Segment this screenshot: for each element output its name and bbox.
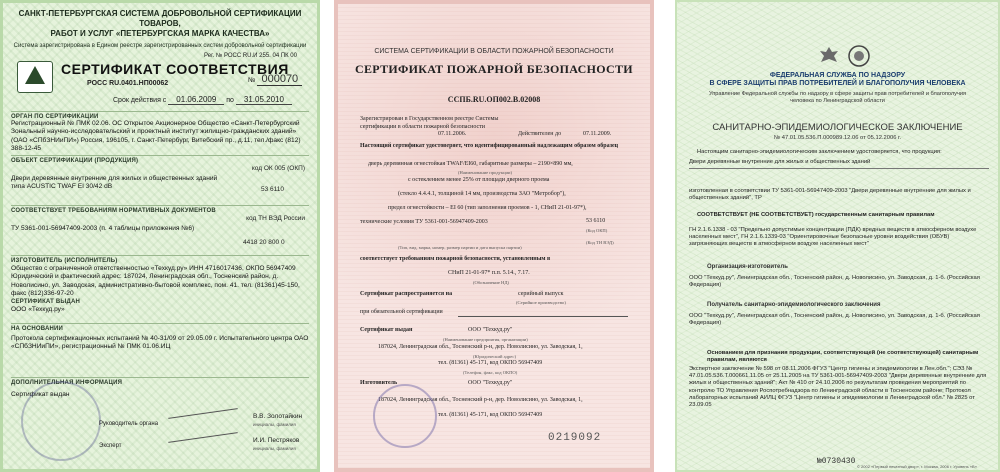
cert3-rules: ГН 2.1.6.1338 - 03 "Предельно допустимые концентрации (ПДК) вредных веществ в атмосферном воздухе населенных мест", ГН 2.1.6.1339-03 "Ориентировочные безопасные уровни воздействия (ОБУВ) загрязняющих веществ в атмосферном воздухе населенных мест" [689, 227, 977, 248]
cert1-expert-name: И.И. Пестряков [253, 437, 300, 444]
cert2-system: СИСТЕМА СЕРТИФИКАЦИИ В ОБЛАСТИ ПОЖАРНОЙ БЕЗОПАСНОСТИ [374, 48, 614, 55]
cert1-norms-label: СООТВЕТСТВУЕТ ТРЕБОВАНИЯМ НОРМАТИВНЫХ ДОКУМЕНТОВ [11, 205, 309, 214]
cert1-reg-number: РОСС RU.0401.НП00062 [87, 80, 169, 87]
cert3-made-by: изготовленная в соответствии ТУ 5361-001-56947409-2003 "Двери деревянные внутренние для жилых и общественных зданий", ТР [689, 188, 971, 202]
cert1-head-signature [168, 408, 237, 419]
cert2-when-label: при обязательной сертификации [360, 309, 443, 315]
cert2-registered-date: 07.11.2006. [438, 131, 467, 137]
cert3-footer: © 2002 «Первый печатный двор», г. Москва, 2006 г. Уровень «В» [857, 464, 977, 469]
cert3-agency-line2: В СФЕРЕ ЗАЩИТЫ ПРАВ ПОТРЕБИТЕЛЕЙ И БЛАГОПОЛУЧИЯ ЧЕЛОВЕКА [709, 80, 966, 87]
cert1-basis-label: НА ОСНОВАНИИ [11, 323, 309, 332]
cert1-organ-text: Регистрационный № ПМК 02.06. ОС Открытое Акционерное Общество «Санкт-Петербургский Зональный научно-исследовательский и проектный институт жилищно-гражданских зданий» (ОАО «СПбЗНИиПИ») Россия, 196105, г. Санкт-Петербург, Витебский пр., д.11, тел./факс (812) 388-12-45 [11, 120, 301, 153]
cert2-okp: 53 6110 [586, 218, 606, 224]
cert2-issued-to: ООО "Техкуд.ру" [468, 327, 513, 333]
cert3-maker-label: Организация-изготовитель [707, 264, 788, 270]
cert2-maker-phone: тел. (81361) 45-171, код ОКПО 56947409 [438, 412, 543, 418]
cert3-maker: ООО "Техкуд.ру", Ленинградская обл., Тосненский район, д. Новолисино, ул. Заводская, д. 1-б. (Российская Федерация) [689, 275, 980, 289]
cert1-organ-label: ОРГАН ПО СЕРТИФИКАЦИИ [11, 111, 309, 120]
cert1-maker-text: Общество с ограниченной ответственностью «Техкуд.ру» ИНН 4716017436, ОКПО 56947409 Юридический и фактический адрес: 187024, Ленинградская обл., Тосненский район, д. Новолисино, ул. Заводская, административно-бытовой комплекс, пом. 41. тел. (81361)45-150, факс (812)336-97-20 [11, 265, 300, 298]
cert2-product-text: дверь деревянная огнестойкая TWAF/EI60, габаритные размеры – 2190×890 мм, [368, 161, 573, 167]
cert2-glass: (стекло 4.4.4.1, толщиной 14 мм, производства ЗАО "Метробор"), [398, 191, 566, 197]
cert3-recipient: ООО "Техкуд.ру", Ленинградская обл., Тосненский район, д. Новолисино, ул. Заводская, д. 1-б. (Российская Федерация) [689, 313, 980, 327]
cert2-extends-caption: (Серийное производство) [516, 300, 566, 305]
cert1-official-stamp [21, 381, 101, 461]
cert1-okp-label: код ОК 005 (ОКП) [251, 165, 305, 172]
cert3-conforms: СООТВЕТСТВУЕТ (НЕ СООТВЕТСТВУЕТ) государственным санитарным правилам [697, 212, 935, 218]
cert1-number: 000070 [257, 73, 302, 86]
cert2-maker-address: 187024, Ленинградская обл., Тосненский р-н, дер. Новолисино, ул. Заводская, 1, [378, 397, 583, 403]
cert3-agency-line1: ФЕДЕРАЛЬНАЯ СЛУЖБА ПО НАДЗОРУ [769, 72, 906, 79]
cert1-valid-to: 31.05.2010 [236, 95, 292, 105]
cert1-header-line2: РАБОТ И УСЛУГ «ПЕТЕРБУРГСКАЯ МАРКА КАЧЕСТВА» [50, 29, 270, 38]
cert2-phone-caption: (Телефон, факс, код ОКПО) [463, 370, 518, 375]
cert2-valid-until: 07.11.2009. [583, 131, 612, 137]
cert2-extends-value: серийный выпуск [518, 291, 564, 297]
cert2-serial: ССПБ.RU.ОП002.В.02008 [447, 95, 541, 104]
cert1-expert-caption: инициалы, фамилия [253, 446, 296, 451]
cert2-limit: предел огнестойкости – EI 60 (тип заполнения проемов - 1, СНиП 21-01-97*), [388, 205, 587, 211]
cert1-expert-label: Эксперт [99, 443, 122, 449]
cert2-conform: соответствует требованиям пожарной безопасности, установленным в [360, 256, 551, 262]
cert2-okp-caption: (Код ОКП) [586, 228, 608, 233]
cert1-norms-text: ТУ 5361-001-56947409-2003 (п. 4 таблицы приложения №6) [11, 225, 195, 232]
cert3-product-line [689, 168, 989, 169]
cert2-phone: тел. (81361) 45-171, код ОКПО 56947409 [438, 360, 543, 366]
cert1-header-small: Система зарегистрирована в Едином реестре зарегистрированных систем добровольной сертификации [13, 43, 307, 49]
certificate-of-conformity [0, 0, 320, 472]
cert1-title: СЕРТИФИКАТ СООТВЕТСТВИЯ [61, 61, 289, 77]
cert1-issued-label: СЕРТИФИКАТ ВЫДАН [11, 299, 81, 305]
cert1-maker-label: ИЗГОТОВИТЕЛЬ (ИСПОЛНИТЕЛЬ) [11, 255, 309, 264]
cert2-glazing: с остеклением менее 25% от площади дверного проема [408, 177, 550, 183]
cert1-expert-signature [168, 432, 237, 443]
cert3-department: Управление Федеральной службы по надзору в сфере защиты прав потребителей и благополучия человека по Ленинградской области [708, 91, 967, 104]
cert1-object-text: Двери деревянные внутренние для жилых и общественных зданий типа ACUSTIC TWAF EI 30/42 dB [11, 175, 218, 191]
cert2-extends-label: Сертификат распространяется на [360, 291, 453, 297]
cert3-basis-label: Основанием для признания продукции, соответствующей (не соответствующей) санитарным правилам, являются [707, 350, 979, 364]
sanitary-epidemiological-conclusion [675, 0, 1000, 472]
cert2-maker-label: Изготовитель [360, 380, 398, 386]
cert1-validity-to: по [226, 97, 234, 104]
cert2-snip-caption: (Обозначение НД) [473, 280, 510, 285]
cert1-valid-from: 01.06.2009 [168, 95, 224, 105]
cert1-extra-text: Сертификат выдан [11, 391, 70, 398]
cert3-basis: Экспертное заключение № 598 от 08.11.2006 ФГУЗ "Центр гигиены и эпидемиологии в Лен.обл."; СЭЗ № 47.01.05.536.Т.000661.11.05 от 25.11.2005 на ТУ 5361-001-56947409-2003 "Двери деревянные внутренние для жилых и общественных зданий"; Акт № 410 от 24.10.2006 по результатам проведения мероприятий по контролю ТО Управления Роспотребнадзора по Ленинградской области в Тосненском районе; Протокол лабораторных испытаний АИЛЦ ФГУЗ "Центр гигиены и эпидемиологии в Ленинградской обл." № 2825 от 23.09.05 [689, 366, 987, 409]
cert2-address: 187024, Ленинградская обл., Тосненский р-н, дер. Новолисино, ул. Заводская, 1, [378, 344, 583, 350]
cert1-number-box [248, 73, 302, 85]
cert2-product-caption: (Наименование продукции) [458, 170, 512, 175]
quality-mark-logo-icon [17, 61, 53, 93]
cert3-recipient-label: Получатель санитарно-эпидемиологического заключения [707, 302, 881, 308]
cert2-stamp [373, 384, 437, 448]
cert1-validity [113, 95, 292, 104]
fire-safety-certificate [334, 0, 654, 472]
cert1-head-label: Руководитель органа [99, 421, 159, 427]
cert2-certify-text: Настоящий сертификат удостоверяет, что идентифицированный надлежащим образом образец [360, 143, 619, 149]
cert1-basis-text: Протокола сертификационных испытаний № 40-31/09 от 29.05.09 г. Испытательного центра ОАО «СПбЗНИиПИ», регистрационный № ПМК 01.06.ИЦ [11, 335, 309, 351]
cert2-snip: СНиП 21-01-97* п.п. 5.14., 7.17. [448, 270, 530, 276]
cert2-registered-text: Зарегистрирован в Государственном реестре Системы сертификации в области пожарной безопасности [360, 116, 499, 130]
cert1-header [13, 9, 307, 51]
cert2-org-caption: (Наименование предприятия, организации) [443, 337, 528, 342]
cert2-when-line [458, 316, 628, 317]
cert3-title: САНИТАРНО-ЭПИДЕМИОЛОГИЧЕСКОЕ ЗАКЛЮЧЕНИЕ [712, 122, 963, 133]
cert1-head-caption: инициалы, фамилия [253, 422, 296, 427]
cert1-validity-label: Срок действия с [113, 97, 167, 104]
cert2-tu: технические условия ТУ 5361-001-56947409-2003 [360, 219, 488, 225]
cert3-number: №0730430 [817, 457, 856, 466]
cert2-title: СЕРТИФИКАТ ПОЖАРНОЙ БЕЗОПАСНОСТИ [355, 62, 633, 76]
cert3-number-date: № 47.01.05.536.П.000989.12.06 от 05.12.2006 г. [773, 135, 902, 141]
cert1-extra-label: ДОПОЛНИТЕЛЬНАЯ ИНФОРМАЦИЯ [11, 377, 309, 386]
cert2-tnved-caption: (Код ТН ВЭД) [586, 240, 614, 245]
cert1-head-name: В.В. Золотайкин [253, 413, 303, 420]
cert2-maker: ООО "Техкуд.ру" [468, 380, 513, 386]
cert1-number-label: № [248, 77, 256, 84]
cert2-number: 0219092 [548, 432, 602, 444]
cert1-issued-to: ООО «Техкуд.ру» [11, 306, 65, 313]
cert1-header-line1: САНКТ-ПЕТЕРБУРГСКАЯ СИСТЕМА ДОБРОВОЛЬНОЙ СЕРТИФИКАЦИИ ТОВАРОВ, [18, 9, 302, 28]
cert1-object-label: ОБЪЕКТ СЕРТИФИКАЦИИ (ПРОДУКЦИЯ) [11, 155, 309, 164]
cert1-tnved-label: код ТН ВЭД России [246, 215, 305, 222]
agency-emblem-icon [847, 44, 871, 68]
cert1-okp-code: 53 6110 [261, 186, 285, 193]
double-eagle-emblem-icon [817, 44, 841, 68]
cert2-address-caption: (Юридический адрес) [473, 354, 516, 359]
cert2-valid-until-label: Действителен до [518, 131, 562, 137]
cert1-tnved-code: 4418 20 800 0 [243, 239, 285, 246]
cert2-type-caption: (Тип, вид, марка, номер, размер партии и дата выпуска партии) [398, 245, 522, 250]
cert3-product: Двери деревянные внутренние для жилых и общественных зданий [689, 159, 871, 165]
cert3-intro: Настоящим санитарно-эпидемиологическим заключением удостоверяется, что продукция: [697, 149, 942, 155]
cert2-issued-label: Сертификат выдан [360, 327, 413, 333]
cert1-reg-line: Рег. № РОСС RU.И 255. 04 ПК 00 [204, 53, 297, 59]
